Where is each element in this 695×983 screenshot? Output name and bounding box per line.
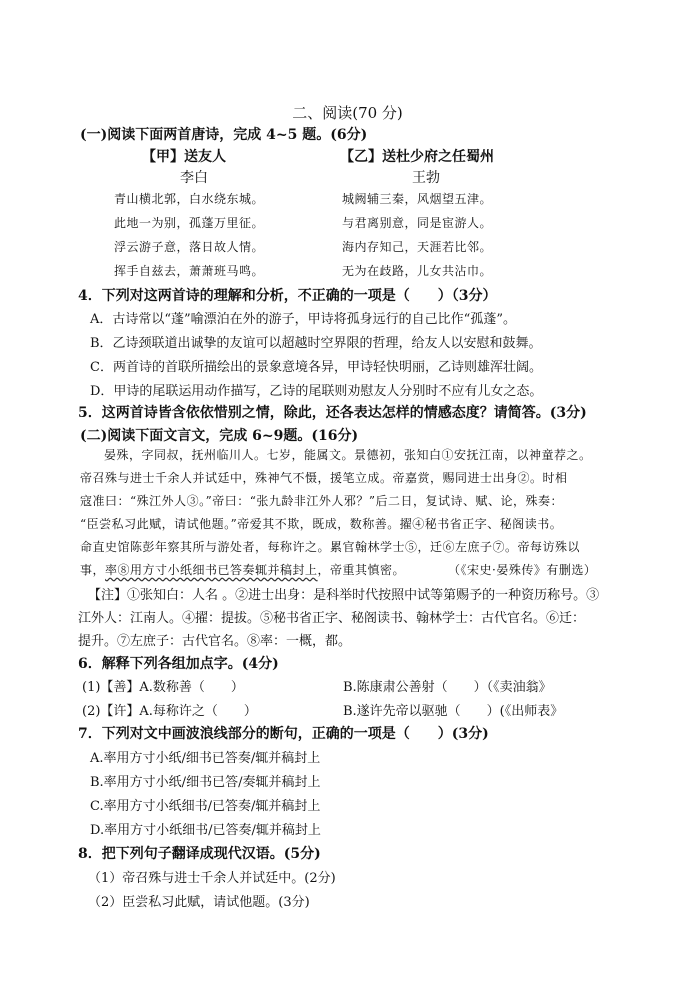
q6-row-2-right: B.遂许先帝以驱驰（ ）(《出师表》 [343, 704, 564, 719]
section-title: 二、阅读(70 分) [292, 104, 403, 122]
poem-a-line-2: 此地一为别，孤蓬万里征。 [114, 216, 265, 230]
passage-line-6-post: ，帝重其慎密。 [317, 563, 406, 577]
poem-a-author: 李白 [180, 170, 208, 186]
poem-b-title: 【乙】送杜少府之任蜀州 [340, 149, 494, 165]
poem-b-line-1: 城阙辅三秦，风烟望五津。 [342, 192, 493, 206]
q7-stem: 7．下列对文中画波浪线部分的断句，正确的一项是（ ）(3分) [78, 726, 489, 742]
q4-option-c: C．两首诗的首联所描绘出的景象意境各异，甲诗轻快明丽，乙诗则雄浑壮阔。 [90, 360, 542, 375]
passage-line-3: 寇准曰：“殊江外人③。”帝曰：“张九龄非江外人邪？”后二日，复试诗、赋、论，殊奏： [80, 494, 564, 508]
q4-option-a: A．古诗常以“蓬”喻漂泊在外的游子，甲诗将孤身远行的自己比作“孤蓬”。 [90, 312, 516, 327]
poem-b-author: 王勃 [412, 170, 440, 186]
notes-line-2: 江外人：江南人。④擢：提拔。⑤秘书省正字、秘阁读书、翰林学士：古代官名。⑥迁： [78, 611, 586, 626]
passage-line-5: 命直史馆陈彭年察其所与游处者，每称许之。累官翰林学士⑤，迁⑥左庶子⑦。帝每访殊以 [80, 540, 581, 554]
q7-option-c: C.率用方寸小纸细书/已答奏/辄并稿封上 [90, 799, 321, 814]
notes-line-3: 提升。⑦左庶子：古代官名。⑧率：一概，都。 [78, 634, 352, 649]
q7-option-b: B.率用方寸小纸/细书已答/奏辄并稿封上 [90, 775, 321, 790]
part1-heading: (一)阅读下面两首唐诗，完成 4~5 题。(6分) [80, 127, 368, 143]
poem-a-line-4: 挥手自兹去，萧萧班马鸣。 [114, 264, 265, 278]
q8-item-2: （2）臣尝私习此赋，请试他题。(3分) [88, 895, 310, 910]
q5-stem: 5．这两首诗皆含依依惜别之情，除此，还各表达怎样的情感态度？请简答。(3分) [78, 405, 587, 421]
poem-a-line-1: 青山横北郭，白水绕东城。 [114, 192, 265, 206]
notes-line-1: 【注】①张知白：人名 。②进士出身：是科举时代按照中试等第赐予的一种资历称号。③ [88, 588, 600, 603]
q7-option-d: D.率用方寸小纸细书/已答奏/辄并稿封上 [90, 823, 321, 838]
poem-b-line-4: 无为在歧路，儿女共沾巾。 [342, 264, 493, 278]
q8-stem: 8．把下列句子翻译成现代汉语。(5分) [78, 846, 321, 862]
q6-row-2-left: (2)【许】A.每称许之（ ） [82, 704, 257, 719]
passage-line-6 [80, 561, 405, 578]
q8-item-1: （1）帝召殊与进士千余人并试廷中。(2分) [88, 871, 336, 886]
q7-option-a: A.率用方寸小纸/细书已答奏/辄并稿封上 [90, 751, 321, 766]
poem-b-line-3: 海内存知己，天涯若比邻。 [342, 240, 493, 254]
wavy-underlined-sentence: 率⑧用方寸小纸细书已答奏辄并稿封上 [105, 563, 318, 577]
q4-option-d: D．甲诗的尾联运用动作描写，乙诗的尾联则劝慰友人分别时不应有儿女之态。 [90, 384, 543, 399]
q4-option-b: B．乙诗颈联道出诚挚的友谊可以超越时空界限的哲理，给友人以安慰和鼓舞。 [90, 336, 542, 351]
passage-line-2: 帝召殊与进士千余人并试廷中，殊神气不慑，援笔立成。帝嘉赏，赐同进士出身②。时相 [80, 471, 568, 485]
q4-stem: 4．下列对这两首诗的理解和分析，不正确的一项是（ ）（3分） [78, 288, 497, 304]
passage-line-4: “臣尝私习此赋，请试他题。”帝爱其不欺，既成，数称善。擢④秘书省正字、秘阁读书。 [80, 517, 563, 531]
passage-source: （《宋史·晏殊传》有删选） [448, 563, 597, 577]
q6-stem: 6．解释下列各组加点字。(4分) [78, 656, 279, 672]
passage-line-6-pre: 事， [80, 563, 106, 577]
q6-row-1-left: (1)【善】A.数称善（ ） [82, 680, 244, 695]
poem-a-line-3: 浮云游子意，落日故人情。 [114, 240, 265, 254]
poem-b-line-2: 与君离别意，同是宦游人。 [342, 216, 493, 230]
q6-row-1-right: B.陈康肃公善射（ ）（《卖油翁》 [343, 680, 552, 695]
part2-heading: (二)阅读下面文言文，完成 6~9题。(16分) [80, 428, 359, 444]
passage-line-1: 晏殊，字同叔，抚州临川人。七岁，能属文。景德初，张知白①安抚江南，以神童荐之。 [104, 448, 592, 462]
poem-a-title: 【甲】送友人 [142, 149, 226, 165]
